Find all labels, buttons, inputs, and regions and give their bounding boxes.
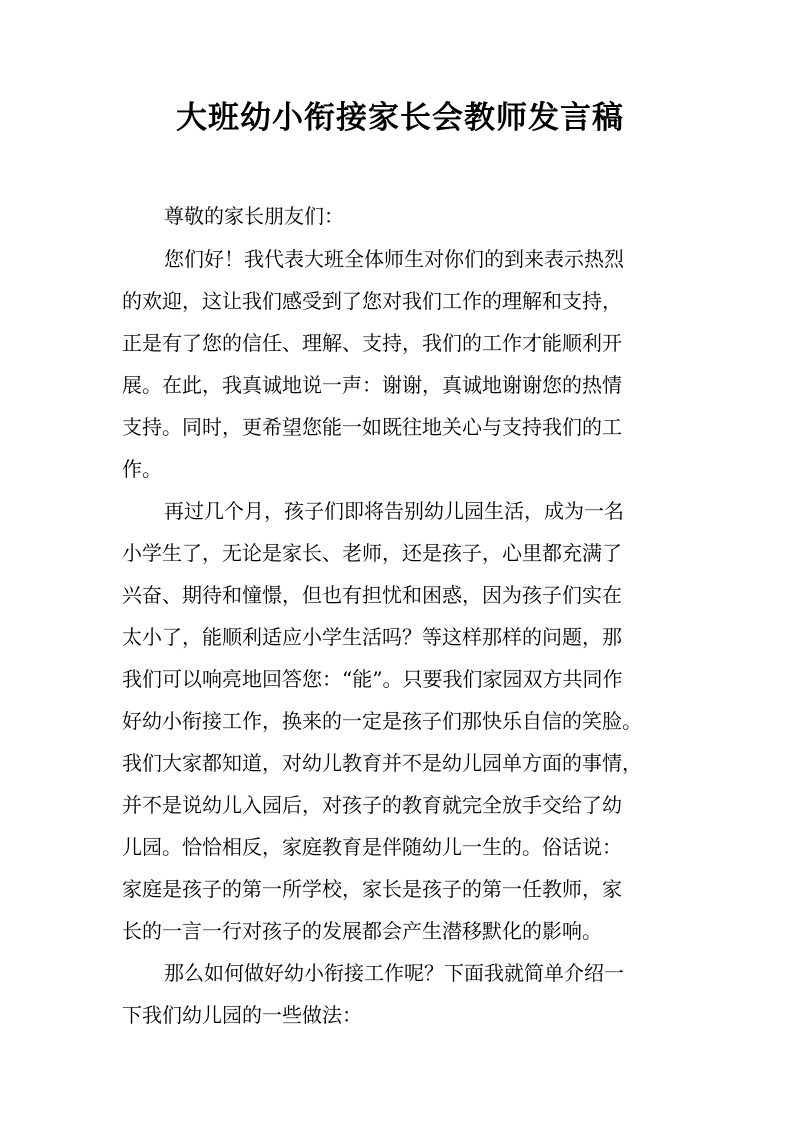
paragraph-line: 您们好！我代表大班全体师生对你们的到来表示热烈 [164,247,624,271]
paragraph-line: 我们可以响亮地回答您：“能”。只要我们家园双方共同作 [122,667,623,691]
paragraph-line: 我们大家都知道，对幼儿教育并不是幼儿园单方面的事情， [122,751,642,775]
paragraph-line: 那么如何做好幼小衔接工作呢？下面我就简单介绍一 [164,961,624,985]
paragraph-line: 并不是说幼儿入园后，对孩子的教育就完全放手交给了幼 [122,793,622,817]
paragraph-line: 的欢迎，这让我们感受到了您对我们工作的理解和支持， [122,289,622,313]
paragraph-line: 展。在此，我真诚地说一声：谢谢，真诚地谢谢您的热情 [122,373,622,397]
paragraph-line: 支持。同时，更希望您能一如既往地关心与支持我们的工 [122,415,622,439]
paragraph-line: 正是有了您的信任、理解、支持，我们的工作才能顺利开 [122,331,622,355]
paragraph-line: 下我们幼儿园的一些做法： [122,1003,362,1027]
paragraph-line: 太小了，能顺利适应小学生活吗？等这样那样的问题，那 [122,625,622,649]
paragraph-line: 儿园。恰恰相反，家庭教育是伴随幼儿一生的。俗话说： [122,835,622,859]
greeting-line: 尊敬的家长朋友们： [164,204,344,228]
document-title: 大班幼小衔接家长会教师发言稿 [176,100,624,136]
paragraph-line: 再过几个月，孩子们即将告别幼儿园生活，成为一名 [164,499,624,523]
paragraph-line: 作。 [122,457,162,481]
paragraph-line: 长的一言一行对孩子的发展都会产生潜移默化的影响。 [122,919,602,943]
paragraph-line: 兴奋、期待和憧憬，但也有担忧和困惑，因为孩子们实在 [122,583,622,607]
paragraph-line: 小学生了，无论是家长、老师，还是孩子，心里都充满了 [122,541,622,565]
paragraph-line: 家庭是孩子的第一所学校，家长是孩子的第一任教师，家 [122,877,622,901]
paragraph-line: 好幼小衔接工作，换来的一定是孩子们那快乐自信的笑脸。 [122,709,642,733]
